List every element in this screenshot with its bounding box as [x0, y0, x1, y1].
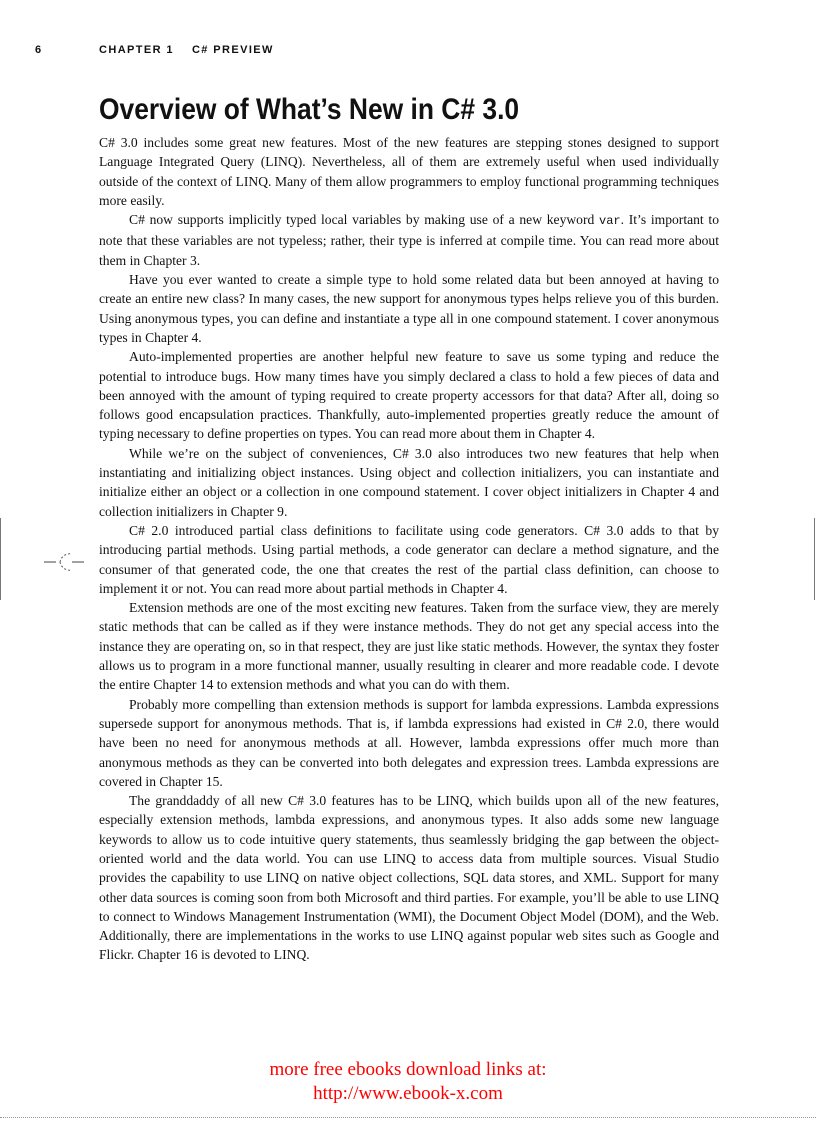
paragraph-2	[99, 210, 719, 270]
paragraph-4: Auto-implemented properties are another helpful new feature to save us some typing and reduce the potential to introduce bugs. How many times have you simply declared a class to hold a few pieces of data and been annoyed with the amount of typing required to create property accessors for that data? After all, doing so follows good encapsulation practices. Thankfully, auto-implemented properties greatly reduce the amount of typing necessary to define properties on types. You can read more about them in Chapter 4.	[99, 349, 719, 442]
chapter-label: CHAPTER 1	[99, 44, 174, 56]
paragraph-2-text-a: C# now supports implicitly typed local variables by making use of a new keyword	[129, 212, 600, 228]
paragraph-5: While we’re on the subject of conveniences, C# 3.0 also introduces two new features that help when instantiating and initializing object instances. Using object and collection initializers, you can instantiate and initialize either an object or a collection in one compound statement. I cover object initializers in Chapter 4 and collection initializers in Chapter 9.	[99, 445, 719, 519]
crop-mark-left	[0, 518, 1, 600]
page-edge-divider	[0, 1117, 816, 1118]
body-text	[99, 133, 719, 965]
var-keyword: var	[599, 214, 621, 229]
paragraph-8: Probably more compelling than extension methods is support for lambda expressions. Lambda expressions supersede support for anonymous methods. That is, if lambda expressions had existed in C# 2.0, there would have been no need for anonymous methods at all. However, lambda expressions offer much more than anonymous methods as they can be converted into both delegates and expression trees. Lambda expressions are covered in Chapter 15.	[99, 696, 719, 789]
section-title: Overview of What’s New in C# 3.0	[99, 93, 520, 126]
paragraph-6: C# 2.0 introduced partial class definitions to facilitate using code generators. C# 3.0 adds to that by introducing partial methods. Using partial methods, a code generator can declare a method signature, and the consumer of that generated code, the one that creates the rest of the partial class definition, can choose to implement it or not. You can read more about partial methods in Chapter 4.	[99, 522, 719, 596]
section-label: C# PREVIEW	[191, 44, 274, 56]
promo-text: more free ebooks download links at:	[269, 1059, 547, 1080]
paragraph-2-text-b: . It’s important to note that these variables are not typeless; rather, their type is inferred at compile time. You can read more about them in Chapter 3.	[99, 212, 719, 268]
crop-mark-right	[814, 518, 815, 600]
paragraph-1: C# 3.0 includes some great new features. Most of the new features are stepping stones designed to support Language Integrated Query (LINQ). Nevertheless, all of them are extremely useful when used individually outside of the context of LINQ. Many of them allow programmers to employ functional programming techniques more easily.	[99, 135, 719, 208]
paragraph-3: Have you ever wanted to create a simple type to hold some related data but been annoyed at having to create an entire new class? In many cases, the new support for anonymous types helps relieve you of this burden. Using anonymous types, you can define and instantiate a type all in one compound statement. I cover anonymous types in Chapter 4.	[99, 272, 719, 345]
registration-mark-icon	[44, 548, 84, 576]
page-number: 6	[35, 44, 43, 56]
paragraph-7: Extension methods are one of the most exciting new features. Taken from the surface view, they are merely static methods that can be called as if they were instance methods. They do not get any special access into the instance they are operating on, so in that respect, they are just like static methods. However, the syntax they foster allows us to program in a more functional manner, usually resulting in clearer and more readable code. I devote the entire Chapter 14 to extension methods and what you can do with them.	[99, 600, 719, 693]
running-head	[35, 44, 274, 56]
paragraph-9: The granddaddy of all new C# 3.0 features has to be LINQ, which builds upon all of the new features, especially extension methods, lambda expressions, and anonymous types. It also adds some new language keywords to allow us to code intuitive query statements, thus seamlessly bridging the gap between the object-oriented world and the data world. You can use LINQ to access data from multiple sources. Visual Studio provides the capability to use LINQ on native object collections, SQL data stores, and XML. Support for many other data sources is coming soon from both Microsoft and third parties. For example, you’ll be able to use LINQ to connect to Windows Management Instrumentation (WMI), the Document Object Model (DOM), and the Web. Additionally, there are implementations in the works to use LINQ against popular web sites such as Google and Flickr. Chapter 16 is devoted to LINQ.	[99, 793, 719, 963]
promo-link[interactable]: http://www.ebook-x.com	[313, 1083, 503, 1104]
